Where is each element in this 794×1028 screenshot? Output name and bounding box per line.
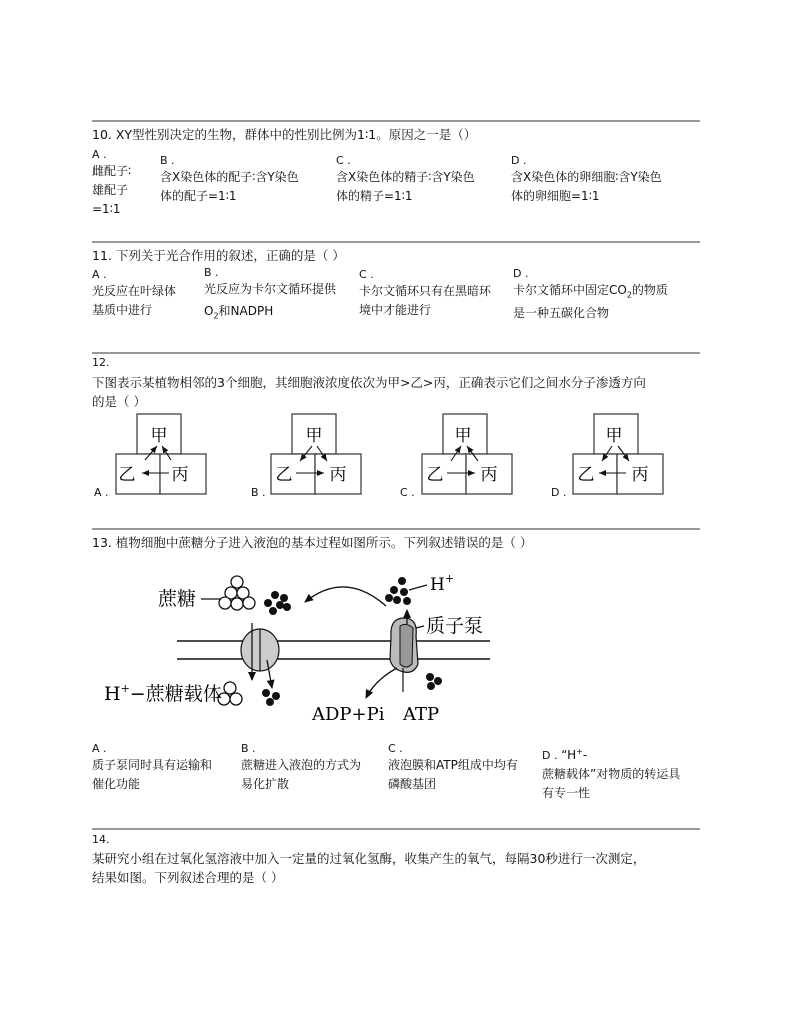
divider (92, 241, 700, 243)
question-11-stem: 11. 下列关于光合作用的叙述，正确的是（ ） (92, 248, 345, 263)
option-text-line (542, 742, 702, 765)
option-text-line: 蔗糖载体”对物质的转运具 (542, 767, 681, 781)
question-10-stem: 10. XY型性别决定的生物，群体中的性别比例为1∶1。原因之一是（） (92, 127, 477, 142)
subscript: 2 (626, 290, 632, 300)
cell-bing-label: 丙 (631, 465, 649, 485)
option-letter: C . (359, 268, 374, 281)
question-10-option-a[interactable] (92, 148, 154, 219)
proton-label: H+ (430, 572, 455, 595)
curved-arrow (305, 587, 386, 606)
question-12-number: 12. (92, 356, 110, 369)
option-text-line: 体的配子=1∶1 (160, 189, 237, 203)
option-letter: B . (160, 154, 175, 167)
question-12-option-a[interactable]: A . (94, 486, 109, 499)
leader-line (416, 626, 424, 628)
cell-bing-label: 丙 (329, 465, 347, 485)
question-11-option-b[interactable] (204, 266, 358, 325)
cell-jia-label: 甲 (305, 426, 323, 446)
option-text-line: 体的卵细胞=1∶1 (511, 189, 600, 203)
oxygen-symbol: O (204, 304, 214, 318)
stem-line: 的是（ ） (92, 394, 146, 409)
cell-jia-label: 甲 (454, 426, 472, 446)
option-text-line: 含X染色体的精子∶含Y染色 (336, 170, 475, 184)
option-text-line: 有专一性 (542, 786, 591, 800)
sucrose-transport-diagram (100, 560, 500, 730)
option-text-line: 磷酸基团 (388, 777, 437, 791)
option-text: “H (561, 748, 577, 762)
option-text-line: 光反应在叶绿体 (92, 284, 177, 298)
sucrose-molecules (219, 576, 255, 610)
proton-dots (426, 673, 442, 690)
question-14-stem (92, 849, 702, 887)
option-text: - (582, 748, 588, 762)
option-text-line: 基质中进行 (92, 303, 153, 317)
superscript: + (576, 747, 583, 756)
proton-dots (385, 577, 411, 605)
carrier-label: H+−蔗糖载体 (104, 682, 222, 705)
option-text-line: 含X染色体的卵细胞∶含Y染色 (511, 170, 662, 184)
cell-yi-label: 乙 (275, 465, 293, 485)
question-13-stem: 13. 植物细胞中蔗糖分子进入液泡的基本过程如图所示。下列叙述错误的是（ ） (92, 535, 533, 550)
option-letter: D . (542, 749, 558, 762)
question-10-option-c[interactable] (336, 154, 508, 206)
option-text: 卡尔文循环中固定CO (513, 283, 627, 297)
stem-line: 某研究小组在过氧化氢溶液中加入一定量的过氧化氢酶，收集产生的氧气，每隔30秒进行一次测定， (92, 851, 646, 866)
option-text-line: 境中才能进行 (359, 303, 432, 317)
sucrose-label: 蔗糖 (158, 588, 197, 610)
proton-dots (262, 689, 280, 706)
question-13-option-b[interactable] (241, 742, 386, 794)
cell-yi-label: 乙 (118, 465, 136, 485)
divider (92, 352, 700, 354)
option-text-line: =1∶1 (92, 202, 121, 216)
question-10-option-b[interactable] (160, 154, 332, 206)
cell-jia-label: 甲 (605, 426, 623, 446)
cell-diagram-d (572, 413, 664, 495)
option-letter: C . (388, 742, 403, 755)
option-text-line: 质子泵同时具有运输和 (92, 758, 213, 772)
option-text: 和NADPH (218, 304, 274, 318)
question-13-option-a[interactable] (92, 742, 237, 794)
option-letter: A . (92, 148, 107, 161)
cell-diagram-a (115, 413, 207, 495)
option-text-line: 雌配子∶ (92, 164, 132, 178)
option-text-line (204, 302, 358, 325)
cell-bing-label: 丙 (171, 465, 189, 485)
option-text-line: 卡尔文循环只有在黑暗环 (359, 284, 492, 298)
option-text-line: 催化功能 (92, 777, 141, 791)
question-10-option-d[interactable] (511, 154, 701, 206)
cell-yi-label: 乙 (577, 465, 595, 485)
stem-line: 结果如图。下列叙述合理的是（ ） (92, 870, 284, 885)
option-text-line: 含X染色体的配子∶含Y染色 (160, 170, 299, 184)
question-12-option-c[interactable]: C . (400, 486, 415, 499)
option-letter: D . (511, 154, 527, 167)
option-text-line: 液泡膜和ATP组成中均有 (388, 758, 518, 772)
option-text-line: 光反应为卡尔文循环提供 (204, 282, 337, 296)
question-11-option-d[interactable] (513, 267, 701, 323)
option-text-line: 是一种五碳化合物 (513, 306, 610, 321)
cell-diagram-b (270, 413, 362, 495)
proton-pump (390, 618, 418, 672)
option-letter: D . (513, 267, 529, 280)
option-letter: C . (336, 154, 351, 167)
option-letter: A . (92, 742, 107, 755)
question-13-option-d[interactable] (542, 742, 702, 803)
question-11-option-a[interactable] (92, 268, 200, 320)
atp-label: ATP (403, 704, 440, 725)
question-12-option-d[interactable]: D . (551, 486, 567, 499)
option-letter: B . (204, 266, 219, 279)
question-13-option-c[interactable] (388, 742, 538, 794)
proton-pump-label: 质子泵 (426, 615, 484, 637)
proton-dots (264, 591, 291, 615)
option-text-line: 雄配子 (92, 183, 129, 197)
option-text-line: 蔗糖进入液泡的方式为 (241, 758, 362, 772)
cell-yi-label: 乙 (426, 465, 444, 485)
option-text: 的物质 (631, 283, 668, 297)
carrier-protein (241, 629, 279, 671)
option-letter: B . (241, 742, 256, 755)
question-12-stem (92, 373, 702, 411)
divider (92, 528, 700, 530)
cell-bing-label: 丙 (480, 465, 498, 485)
cell-diagram-c (421, 413, 513, 495)
leader-line (409, 585, 427, 590)
divider (92, 828, 700, 830)
cell-jia-label: 甲 (150, 426, 168, 446)
adp-label: ADP+Pi (312, 704, 385, 725)
arrow (366, 668, 397, 698)
subscript: 2 (213, 311, 219, 321)
question-11-option-c[interactable] (359, 268, 511, 320)
option-text-line (513, 281, 701, 304)
stem-line: 下图表示某植物相邻的3个细胞，其细胞液浓度依次为甲>乙>丙，正确表示它们之间水分子渗透方向 (92, 375, 646, 390)
option-letter: A . (92, 268, 107, 281)
divider (92, 120, 700, 122)
option-text-line: 易化扩散 (241, 777, 290, 791)
question-12-option-b[interactable]: B . (251, 486, 266, 499)
option-text-line: 体的精子=1∶1 (336, 189, 413, 203)
question-14-number: 14. (92, 833, 110, 846)
